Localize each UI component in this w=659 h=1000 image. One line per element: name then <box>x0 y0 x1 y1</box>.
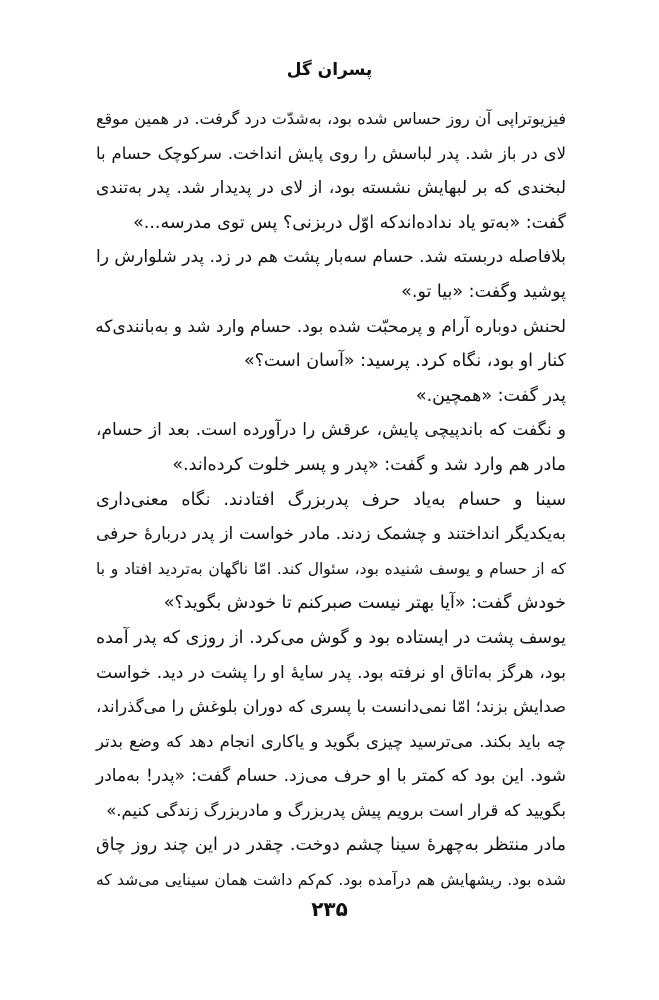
text-line: کنار او بود، نگاه کرد. پرسید: «آسان است؟» <box>243 351 566 372</box>
text-line: شود. این بود که کمتر با او حرف می‌زد. حسام گفت: «پدر! به‌مادر <box>96 766 566 787</box>
text-line: لحنش دوباره آرام و پرمحبّت شده بود. حسام وارد شد و به‌بانندی‌که <box>95 316 566 337</box>
text-line: لای در باز شد. پدر لباسش را روی پایش انداخت. سرکوچک حسام با <box>96 143 566 163</box>
text-line: چه باید بکند. می‌ترسید چیزی بگوید و یاکاری انجام دهد که وضع بدتر <box>96 731 566 751</box>
text-line: به‌یکدیگر انداختند و چشمک زدند. مادر خواست از پدر دربارهٔ حرفی <box>96 524 566 545</box>
text-line: پوشید وگفت: «بیا تو.» <box>401 281 566 302</box>
text-line: بلافاصله دربسته شد. حسام سه‌بار پشت هم در زد. پدر شلوارش را <box>96 247 566 268</box>
page-number: ۲۳۵ <box>311 897 348 921</box>
text-line: مادر هم وارد شد و گفت: «پدر و پسر خلوت کرده‌اند.» <box>172 454 566 475</box>
text-line: مادر منتظر به‌چهرهٔ سینا چشم دوخت. چقدر در این چند روز چاق <box>96 835 566 856</box>
text-line: لبخندی که بر لبهایش نشسته بود، از لای در پدیدار شد. پدر به‌تندی <box>96 178 566 199</box>
body-text <box>96 102 566 898</box>
text-line: و نگفت که باندپیچی پایش، عرقش را درآورده است. بعد از حسام، <box>96 420 566 441</box>
text-line: سینا و حسام به‌یاد حرف پدربزرگ افتادند. نگاه معنی‌داری <box>96 489 566 510</box>
text-line: پدر گفت: «همچین.» <box>415 385 566 406</box>
text-line: شده بود. ریشهایش هم درآمده بود. کم‌کم داشت همان سینایی می‌شد که <box>96 871 566 890</box>
text-line: که از حسام و یوسف شنیده بود، سئوال کند. امّا ناگهان به‌تردید افتاد و با <box>96 559 566 578</box>
text-line: گفت: «به‌تو یاد نداده‌اندکه اوّل دربزنی؟ پس توی مدرسه...» <box>133 212 566 233</box>
text-line: بگویید که قرار است برویم پیش پدربزرگ و مادربزرگ زندگی کنیم.» <box>106 800 566 820</box>
text-line: بود، هرگز به‌اتاق او نرفته بود. پدر سایهٔ او را پشت در دید. خواست <box>96 662 566 683</box>
running-header-title: پسران گل <box>286 60 373 80</box>
text-line: خودش گفت: «آیا بهتر نیست صبرکنم تا خودش بگوید؟» <box>163 593 566 614</box>
text-line: صدایش بزند؛ امّا نمی‌دانست با پسری که دوران بلوغش را می‌گذراند، <box>96 697 566 717</box>
text-line: فیزیوتراپی آن روز حساس شده بود، به‌شدّت درد گرفت. در همین موقع <box>96 109 566 128</box>
text-line: یوسف پشت در ایستاده بود و گوش می‌کرد. از روزی که پدر آمده <box>96 627 566 648</box>
